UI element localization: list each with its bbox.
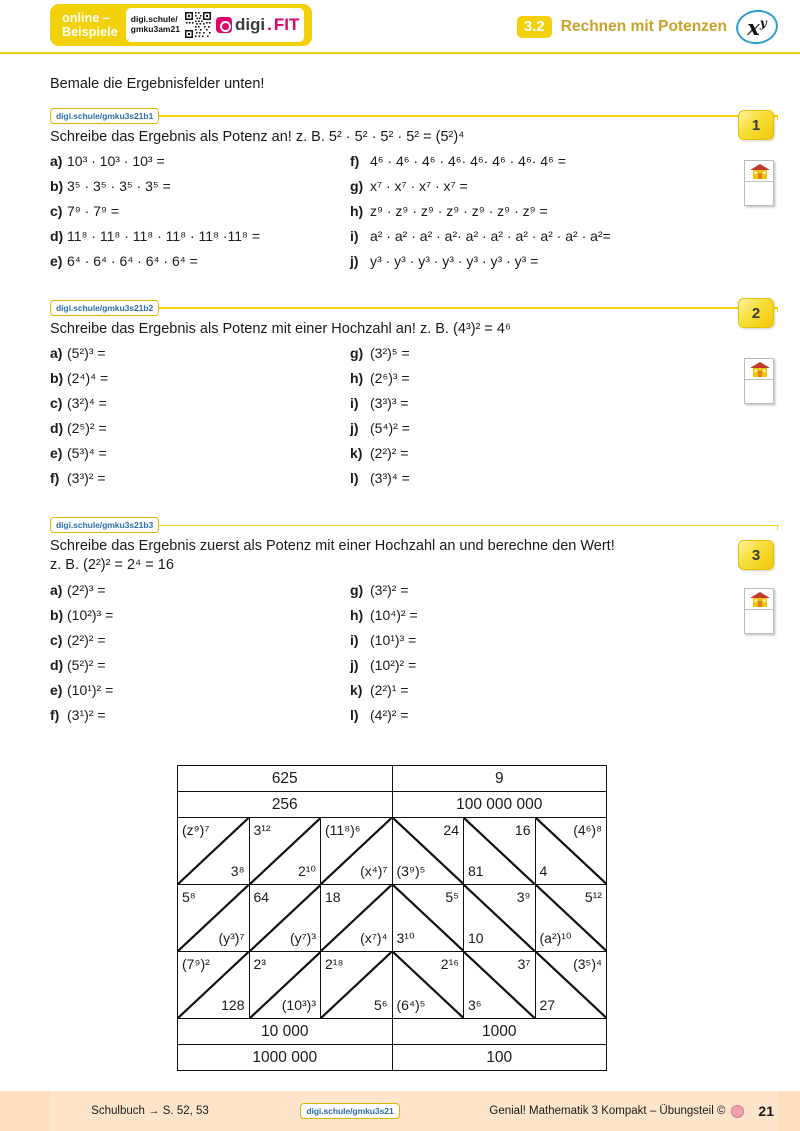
xy-power-badge-icon <box>736 10 778 44</box>
item-3f <box>50 707 350 732</box>
item-letter: k) <box>350 681 363 698</box>
grid-cell-r2c6[interactable] <box>535 885 607 952</box>
exercise-3-house-card <box>744 588 774 634</box>
item-expression[interactable]: (10¹)³ = <box>370 631 417 648</box>
footer-copyright: Genial! Mathematik 3 Kompakt – Übungsteil © <box>489 1105 726 1117</box>
item-letter: d) <box>50 228 64 245</box>
item-letter: i) <box>350 395 359 412</box>
item-letter: c) <box>50 395 63 412</box>
item-expression[interactable]: (10²)³ = <box>67 606 114 623</box>
online-examples-label: online – Beispiele <box>62 11 118 39</box>
item-expression[interactable]: (3¹)² = <box>67 706 106 723</box>
item-expression[interactable]: z⁹ · z⁹ · z⁹ · z⁹ · z⁹ · z⁹ · z⁹ = <box>370 203 548 220</box>
item-expression[interactable]: (10¹)² = <box>67 681 114 698</box>
exercise-3-tagline <box>50 517 778 533</box>
item-1d <box>50 228 350 253</box>
page-number: 21 <box>758 1103 774 1119</box>
cell-bottom-value[interactable]: 3¹⁰ <box>396 930 415 946</box>
grid-cell-r2c2[interactable] <box>249 885 321 952</box>
grid-cell-r1c5[interactable] <box>464 818 536 885</box>
grid-cell-row-1 <box>178 818 607 885</box>
exercise-3-items <box>50 582 778 732</box>
item-letter: h) <box>350 203 364 220</box>
item-expression[interactable]: a² · a² · a² · a²· a² · a² · a² · a² · a² · a²= <box>370 228 611 245</box>
item-letter: l) <box>350 470 359 487</box>
item-3g <box>350 582 778 607</box>
item-expression[interactable]: (3³)² = <box>67 470 106 487</box>
item-expression[interactable]: (3³)⁴ = <box>370 470 410 487</box>
item-letter: a) <box>50 345 63 362</box>
exercise-1-tagline <box>50 108 778 124</box>
exercise-2-items <box>50 345 778 495</box>
item-expression[interactable]: (3²)² = <box>370 581 409 598</box>
item-3l <box>350 707 778 732</box>
house-card-divider <box>745 181 773 182</box>
item-2h <box>350 370 778 395</box>
item-2i <box>350 395 778 420</box>
cell-top-value[interactable]: 5¹² <box>584 889 602 905</box>
item-letter: g) <box>350 581 364 598</box>
item-letter: d) <box>50 656 64 673</box>
item-2e <box>50 445 350 470</box>
cell-bottom-value[interactable]: 5⁶ <box>373 997 388 1013</box>
cell-bottom-value[interactable]: 2¹⁰ <box>297 863 316 879</box>
grid-header-1-left[interactable]: 625 <box>178 766 393 792</box>
item-expression[interactable]: 6⁴ · 6⁴ · 6⁴ · 6⁴ · 6⁴ = <box>67 253 198 270</box>
house-icon <box>749 361 771 378</box>
grid-cell-r1c6[interactable] <box>535 818 607 885</box>
item-expression[interactable]: (3³)³ = <box>370 395 409 412</box>
digifit-mark-icon <box>216 17 232 33</box>
grid-cell-r3c1[interactable] <box>178 952 250 1019</box>
exercise-3-badge: 3 <box>738 540 774 570</box>
item-1h <box>350 203 778 228</box>
grid-cell-row-3 <box>178 952 607 1019</box>
cell-top-value[interactable]: 64 <box>253 889 270 905</box>
cell-bottom-value[interactable]: 3⁶ <box>468 997 482 1013</box>
cell-top-value[interactable]: 2³ <box>253 956 266 972</box>
item-letter: j) <box>350 656 359 673</box>
item-letter: c) <box>50 203 63 220</box>
item-expression[interactable]: (2²)¹ = <box>370 681 409 698</box>
cell-top-value[interactable]: (7⁹)² <box>182 956 210 972</box>
item-expression[interactable]: (2⁴)⁴ = <box>67 370 109 387</box>
item-expression[interactable]: (10⁴)² = <box>370 606 418 623</box>
item-1i <box>350 228 778 253</box>
grid-cell-r2c3[interactable] <box>321 885 393 952</box>
exercise-3-instruction-line2: z. B. (2²)² = 2⁴ = 16 <box>50 557 174 574</box>
item-1g <box>350 178 778 203</box>
exercise-3-rule <box>158 525 778 527</box>
cell-bottom-value[interactable]: (y³)⁷ <box>218 930 245 946</box>
cell-bottom-value[interactable]: 128 <box>221 997 245 1013</box>
exercise-2-house-card <box>744 358 774 404</box>
exercise-1-badge: 1 <box>738 110 774 140</box>
item-expression[interactable]: 7⁹ · 7⁹ = <box>67 203 120 220</box>
grid-cell-r3c2[interactable] <box>249 952 321 1019</box>
answer-grid <box>177 765 607 1071</box>
cell-top-value[interactable]: 5⁸ <box>182 889 196 905</box>
grid-footer-row-2 <box>178 1045 607 1071</box>
qr-code-icon <box>184 11 212 39</box>
cell-bottom-value[interactable]: (10³)³ <box>281 997 316 1013</box>
item-expression[interactable]: (2⁵)² = <box>67 420 107 437</box>
grid-footer-row-1 <box>178 1019 607 1045</box>
cell-bottom-value[interactable]: (y⁷)³ <box>289 930 316 946</box>
grid-header-2-left[interactable]: 256 <box>178 792 393 818</box>
item-1c <box>50 203 350 228</box>
item-expression[interactable]: (5²)² = <box>67 656 106 673</box>
exercise-3-instruction-line1: Schreibe das Ergebnis zuerst als Potenz mit einer Hochzahl an und berechne den Wert! <box>50 538 615 555</box>
item-letter: l) <box>350 706 359 723</box>
house-card-divider <box>745 609 773 610</box>
cell-bottom-value[interactable]: 3⁸ <box>230 863 245 879</box>
chapter-heading <box>517 10 778 44</box>
footer-tag-wrapper <box>250 1103 450 1119</box>
item-letter: e) <box>50 681 63 698</box>
item-3c <box>50 632 350 657</box>
page-footer <box>0 1091 800 1131</box>
footer-tag[interactable]: digi.schule/gmku3s21 <box>300 1103 399 1119</box>
cell-top-value[interactable]: (3⁵)⁴ <box>573 956 602 972</box>
page-header <box>0 0 800 56</box>
cell-bottom-value[interactable]: (3⁹)⁵ <box>396 863 426 879</box>
cell-top-value[interactable]: 24 <box>443 822 459 838</box>
grid-footer-2-left[interactable]: 1000 000 <box>178 1045 393 1071</box>
item-letter: i) <box>350 228 359 245</box>
exercise-3-instruction <box>50 537 778 575</box>
item-expression[interactable]: x⁷ · x⁷ · x⁷ · x⁷ = <box>370 178 468 195</box>
grid-cell-row-2 <box>178 885 607 952</box>
item-expression[interactable]: (3²)⁵ = <box>370 345 410 362</box>
item-letter: j) <box>350 253 359 270</box>
cell-bottom-value[interactable]: 10 <box>468 930 484 946</box>
cell-bottom-value[interactable]: (6⁴)⁵ <box>396 997 426 1013</box>
footer-copyright-area <box>450 1103 778 1119</box>
online-examples-chip[interactable] <box>50 4 312 46</box>
digifit-prefix: digi <box>234 15 266 34</box>
cell-bottom-value[interactable]: 81 <box>468 863 484 879</box>
item-letter: a) <box>50 153 63 170</box>
item-expression[interactable]: (2²)² = <box>370 445 409 462</box>
qr-box[interactable] <box>126 8 305 42</box>
cell-bottom-value[interactable]: (x⁷)⁴ <box>360 930 388 946</box>
item-expression[interactable]: (10²)² = <box>370 656 417 673</box>
exercise-2-rule <box>158 307 778 309</box>
cell-top-value[interactable]: 3⁷ <box>517 956 531 972</box>
item-expression[interactable]: 10³ · 10³ · 10³ = <box>67 153 165 170</box>
header-divider <box>0 52 800 54</box>
exercise-1-instruction: Schreibe das Ergebnis als Potenz an! z. B. 5² · 5² · 5² · 5² = (5²)⁴ <box>50 129 465 145</box>
item-expression[interactable]: (5⁴)² = <box>370 420 410 437</box>
item-1f <box>350 153 778 178</box>
cell-top-value[interactable]: 2¹⁸ <box>325 956 344 972</box>
grid-cell-r3c3[interactable] <box>321 952 393 1019</box>
digifit-suffix: FIT <box>273 15 300 34</box>
grid-cell-r1c1[interactable] <box>178 818 250 885</box>
exercise-2-tag[interactable]: digi.schule/gmku3s21b2 <box>50 300 159 316</box>
item-2k <box>350 445 778 470</box>
page-body <box>0 56 800 732</box>
grid-cell-r2c4[interactable] <box>392 885 464 952</box>
item-1j <box>350 253 778 278</box>
grid-cell-r3c4[interactable] <box>392 952 464 1019</box>
item-letter: k) <box>350 445 363 462</box>
cell-top-value[interactable]: 2¹⁶ <box>440 956 459 972</box>
item-letter: c) <box>50 631 63 648</box>
cell-bottom-value[interactable]: (x⁴)⁷ <box>360 863 388 879</box>
digifit-dot: . <box>267 15 272 34</box>
item-letter: b) <box>50 606 64 623</box>
item-expression[interactable]: (5²)³ = <box>67 345 106 362</box>
item-letter: e) <box>50 253 63 270</box>
item-letter: j) <box>350 420 359 437</box>
cell-top-value[interactable]: 5⁵ <box>445 889 459 905</box>
item-expression[interactable]: (2²)³ = <box>67 581 106 598</box>
item-expression[interactable]: (5³)⁴ = <box>67 445 107 462</box>
cell-top-value[interactable]: 18 <box>325 889 341 905</box>
exercise-2-instruction: Schreibe das Ergebnis als Potenz mit einer Hochzahl an! z. B. (4³)² = 4⁶ <box>50 321 511 338</box>
grid-header-row-1 <box>178 766 607 792</box>
exercise-3-tag[interactable]: digi.schule/gmku3s21b3 <box>50 517 159 533</box>
item-letter: a) <box>50 581 63 598</box>
item-letter: f) <box>50 706 60 723</box>
cell-bottom-value[interactable]: (a²)¹⁰ <box>539 930 572 946</box>
item-1e <box>50 253 350 278</box>
grid-footer-1-right[interactable]: 1000 <box>392 1019 607 1045</box>
item-letter: g) <box>350 345 364 362</box>
item-3e <box>50 682 350 707</box>
exercise-1-house-card <box>744 160 774 206</box>
item-expression[interactable]: y³ · y³ · y³ · y³ · y³ · y³ · y³ = <box>370 253 539 270</box>
cell-top-value[interactable]: (z⁹)⁷ <box>182 822 210 838</box>
item-3i <box>350 632 778 657</box>
xy-badge-text: $x^y$ <box>747 14 767 40</box>
item-letter: h) <box>350 606 364 623</box>
item-expression[interactable]: (4²)² = <box>370 706 409 723</box>
item-3h <box>350 607 778 632</box>
grid-cell-r2c5[interactable] <box>464 885 536 952</box>
grid-cell-r3c5[interactable] <box>464 952 536 1019</box>
item-expression[interactable]: (2²)² = <box>67 631 106 648</box>
house-icon <box>749 591 771 608</box>
item-expression[interactable]: 4⁶ · 4⁶ · 4⁶ · 4⁶· 4⁶· 4⁶ · 4⁶· 4⁶ = <box>370 153 566 170</box>
item-2f <box>50 470 350 495</box>
page-intro-text: Bemale die Ergebnisfelder unten! <box>50 76 265 92</box>
item-2c <box>50 395 350 420</box>
cell-top-value[interactable]: (11⁸)⁶ <box>325 822 361 838</box>
cell-bottom-value[interactable]: 4 <box>539 863 548 879</box>
grid-header-1-right[interactable]: 9 <box>392 766 607 792</box>
item-2j <box>350 420 778 445</box>
exercise-2-badge: 2 <box>738 298 774 328</box>
cell-top-value[interactable]: 3⁹ <box>516 889 531 905</box>
exercise-1-rule <box>158 115 778 117</box>
grid-header-row-2 <box>178 792 607 818</box>
item-1a <box>50 153 350 178</box>
item-expression[interactable]: 3⁵ · 3⁵ · 3⁵ · 3⁵ = <box>67 178 171 195</box>
exercise-2-tagline <box>50 300 778 316</box>
item-3d <box>50 657 350 682</box>
item-2d <box>50 420 350 445</box>
chapter-number: 3.2 <box>517 16 552 38</box>
chapter-title: Rechnen mit Potenzen <box>560 18 727 35</box>
item-letter: i) <box>350 631 359 648</box>
item-2g <box>350 345 778 370</box>
item-expression[interactable]: 11⁸ · 11⁸ · 11⁸ · 11⁸ · 11⁸ ·11⁸ = <box>67 228 261 245</box>
item-letter: b) <box>50 370 64 387</box>
grid-cell-r3c6[interactable] <box>535 952 607 1019</box>
item-1b <box>50 178 350 203</box>
cell-top-value[interactable]: (4⁶)⁸ <box>573 822 602 838</box>
item-2l <box>350 470 778 495</box>
item-letter: b) <box>50 178 64 195</box>
grid-cell-r1c2[interactable] <box>249 818 321 885</box>
item-2a <box>50 345 350 370</box>
item-3k <box>350 682 778 707</box>
item-3j <box>350 657 778 682</box>
item-expression[interactable]: (3²)⁴ = <box>67 395 107 412</box>
grid-footer-1-left[interactable]: 10 000 <box>178 1019 393 1045</box>
grid-cell-r2c1[interactable] <box>178 885 250 952</box>
item-letter: h) <box>350 370 364 387</box>
grid-cell-r1c3[interactable] <box>321 818 393 885</box>
qr-url-text: digi.schule/ gmku3am21 <box>130 14 180 34</box>
item-expression[interactable]: (2⁶)³ = <box>370 370 410 387</box>
cell-top-value[interactable]: 16 <box>514 822 531 838</box>
footer-content <box>50 1091 778 1131</box>
digifit-logo <box>216 15 299 35</box>
answer-grid-wrapper <box>177 765 607 1071</box>
house-icon <box>749 163 771 180</box>
footer-schoolbook-ref: Schulbuch → S. 52, 53 <box>91 1105 209 1117</box>
grid-footer-2-right[interactable]: 100 <box>392 1045 607 1071</box>
item-letter: e) <box>50 445 63 462</box>
item-2b <box>50 370 350 395</box>
cell-bottom-value[interactable]: 27 <box>539 997 556 1013</box>
item-letter: f) <box>50 470 60 487</box>
item-letter: d) <box>50 420 64 437</box>
exercise-1-tag[interactable]: digi.schule/gmku3s21b1 <box>50 108 159 124</box>
item-3b <box>50 607 350 632</box>
cell-top-value[interactable]: 3¹² <box>253 822 271 838</box>
exercise-1-items <box>50 153 778 278</box>
grid-header-2-right[interactable]: 100 000 000 <box>392 792 607 818</box>
item-letter: f) <box>350 153 360 170</box>
item-3a <box>50 582 350 607</box>
publisher-logo-icon <box>731 1105 744 1118</box>
house-card-divider <box>745 379 773 380</box>
grid-cell-r1c4[interactable] <box>392 818 464 885</box>
item-letter: g) <box>350 178 364 195</box>
